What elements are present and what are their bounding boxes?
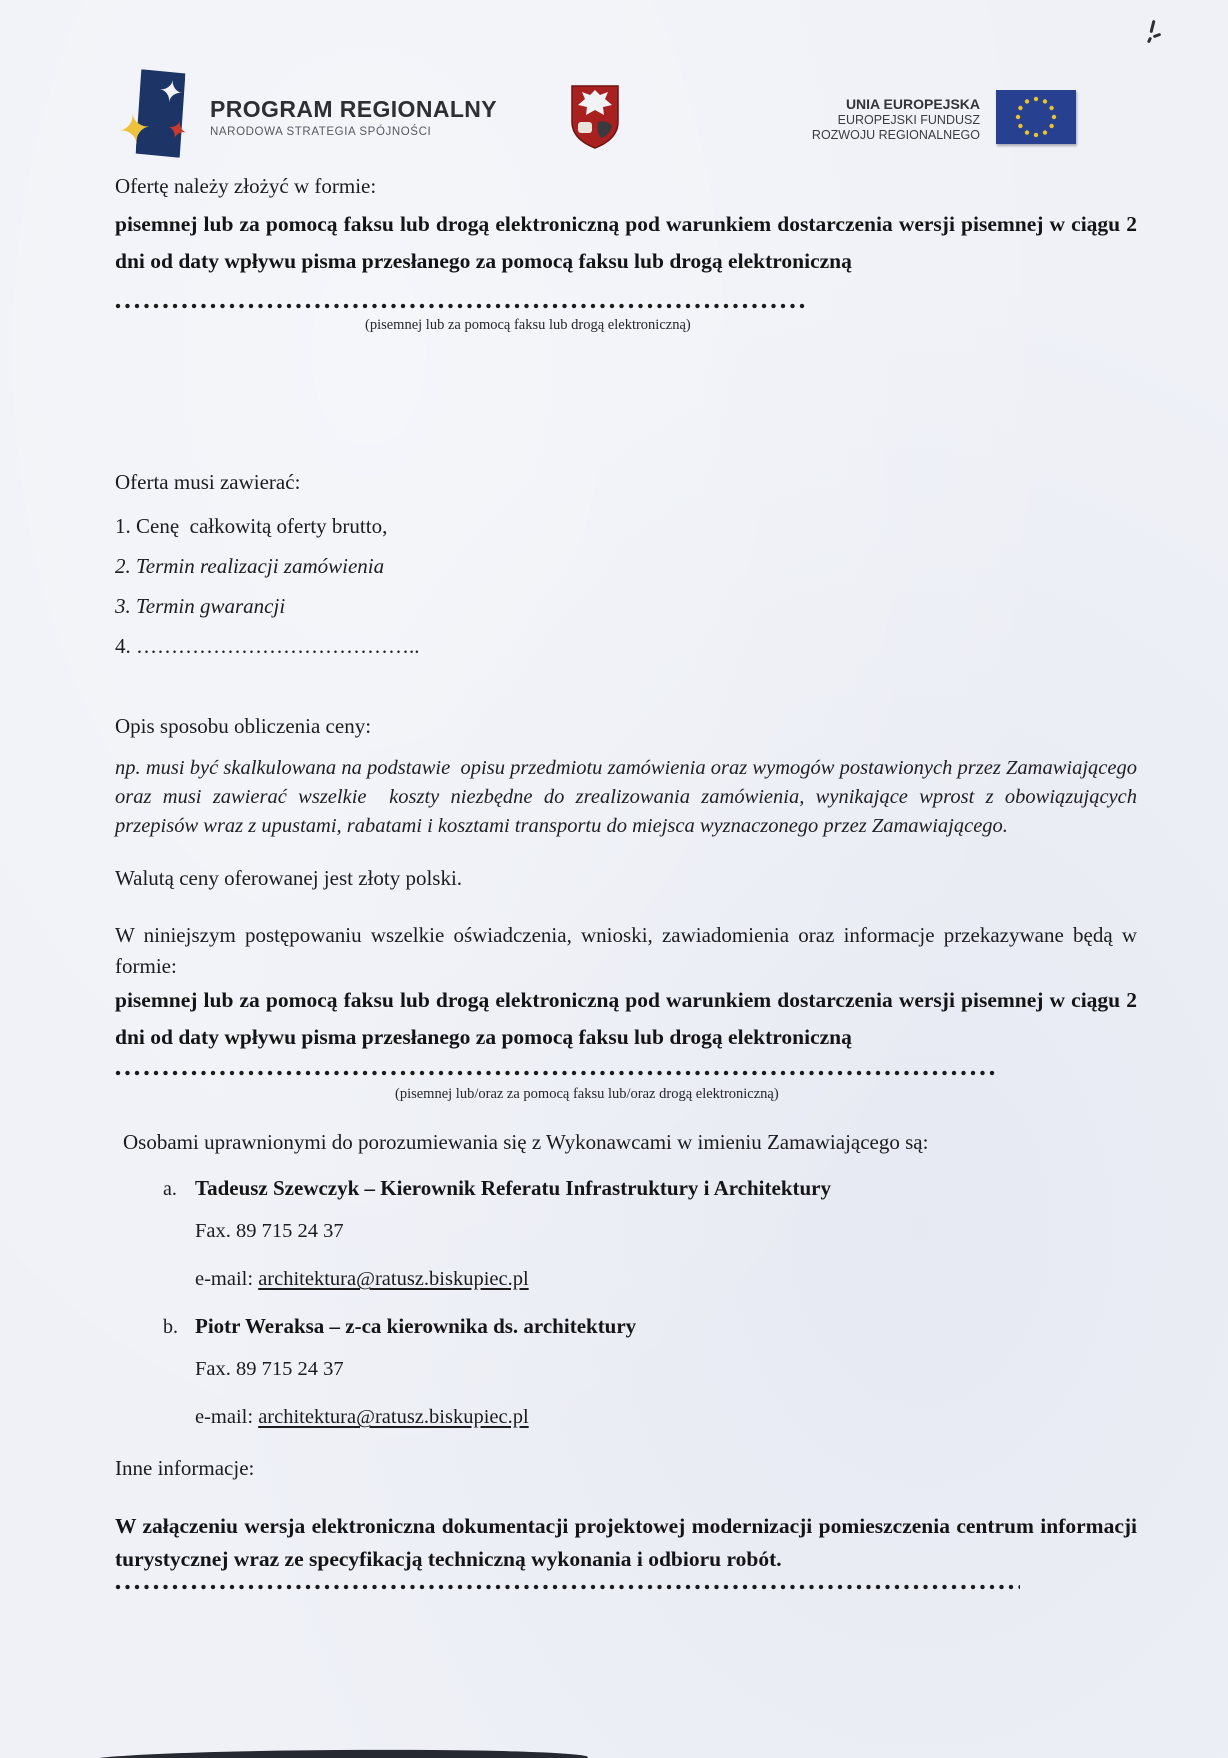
yellow-star-icon: ✦ (114, 104, 155, 156)
other-info-heading: Inne informacje: (115, 1456, 255, 1480)
contact-fax: Fax. 89 715 24 37 (195, 1358, 344, 1380)
offer-contents-heading: Oferta musi zawierać: (115, 470, 301, 494)
list-item: 4. ………………………………….. (115, 634, 420, 658)
email-label: e-mail: (195, 1406, 259, 1428)
dotted-line (115, 303, 805, 309)
program-regionalny-title: PROGRAM REGIONALNY (210, 96, 498, 122)
list-item: 3. Termin gwarancji (115, 594, 286, 618)
communication-bold-paragraph: pisemnej lub za pomocą faksu lub drogą elektroniczną pod warunkiem dostarczenia wersji pisemnej w ciągu 2 dni od daty wpływu pisma przesłanego za pomocą faksu lub drogą elektroniczną (115, 988, 1137, 1049)
contact-name: Piotr Weraksa – z-ca kierownika ds. architektury (195, 1314, 637, 1338)
eu-logo-line1: UNIA EUROPEJSKA (845, 96, 980, 112)
other-info-bold-paragraph: W załączeniu wersja elektroniczna dokumentacji projektowej modernizacji pomieszczenia centrum informacji turystycznej wraz ze specyfikacją techniczną wykonania i odbioru robót. (115, 1514, 1137, 1571)
ink-mark (1146, 20, 1164, 46)
price-calc-heading: Opis sposobu obliczenia ceny: (115, 714, 372, 738)
header-logos (0, 0, 1228, 170)
offer-form-bold-paragraph: pisemnej lub za pomocą faksu lub drogą elektroniczną pod warunkiem dostarczenia wersji pisemnej w ciągu 2 dni od daty wpływu pisma przesłanego za pomocą faksu lub drogą elektroniczną (115, 212, 1137, 273)
coat-of-arms-icon (570, 84, 620, 155)
communication-intro: W niniejszym postępowaniu wszelkie oświadczenia, wnioski, zawiadomienia oraz informacje przekazywane będą w formie: (115, 923, 1137, 978)
email-link[interactable]: architektura@ratusz.biskupiec.pl (258, 1268, 529, 1290)
offer-form-intro: Ofertę należy złożyć w formie: (115, 174, 377, 198)
email-link[interactable]: architektura@ratusz.biskupiec.pl (258, 1406, 529, 1428)
scan-shadow (88, 1748, 588, 1758)
price-calc-italic-paragraph: np. musi być skalkulowana na podstawie opisu przedmiotu zamówienia oraz wymogów postawionych przez Zamawiającego oraz musi zawierać wszelkie koszty niezbędne do zrealizowania zamówienia, wynikające wprost z obowiązujących przepisów wraz z upustami, rabatami i kosztami transportu do miejsca wyznaczonego przez Zamawiającego. (115, 757, 1143, 837)
program-regionalny-subtitle: NARODOWA STRATEGIA SPÓJNOŚCI (210, 126, 432, 138)
red-star-icon: ✦ (161, 113, 192, 149)
eu-logo-line2: EUROPEJSKI FUNDUSZ (837, 113, 980, 127)
contact-name: Tadeusz Szewczyk – Kierownik Referatu Infrastruktury i Architektury (195, 1176, 831, 1200)
contact-email-row (195, 1406, 1217, 1429)
contact-marker: b. (163, 1316, 178, 1338)
communication-caption: (pisemnej lub/oraz za pomocą faksu lub/oraz drogą elektroniczną) (395, 1086, 779, 1102)
dotted-line (115, 1070, 995, 1076)
eu-flag-icon (996, 90, 1076, 144)
contact-fax: Fax. 89 715 24 37 (195, 1220, 344, 1242)
offer-form-caption: (pisemnej lub za pomocą faksu lub drogą elektroniczną) (365, 317, 691, 333)
contact-person-row (163, 1176, 1185, 1201)
contacts-intro: Osobami uprawnionymi do porozumiewania się z Wykonawcami w imieniu Zamawiającego są: (123, 1130, 929, 1154)
contact-email-row (195, 1268, 1217, 1291)
dotted-line (115, 1584, 1020, 1590)
list-item: 2. Termin realizacji zamówienia (115, 554, 385, 578)
contact-person-row (163, 1314, 1185, 1339)
email-label: e-mail: (195, 1268, 259, 1290)
contact-marker: a. (163, 1178, 177, 1200)
white-star-icon: ✦ (155, 73, 187, 112)
program-regionalny-logo-text (210, 96, 497, 138)
currency-note: Walutą ceny oferowanej jest złoty polski. (115, 866, 463, 890)
eu-logo-line3: ROZWOJU REGIONALNEGO (811, 128, 980, 142)
list-item: 1. Cenę całkowitą oferty brutto, (115, 514, 388, 538)
eu-logo-text (812, 96, 980, 142)
